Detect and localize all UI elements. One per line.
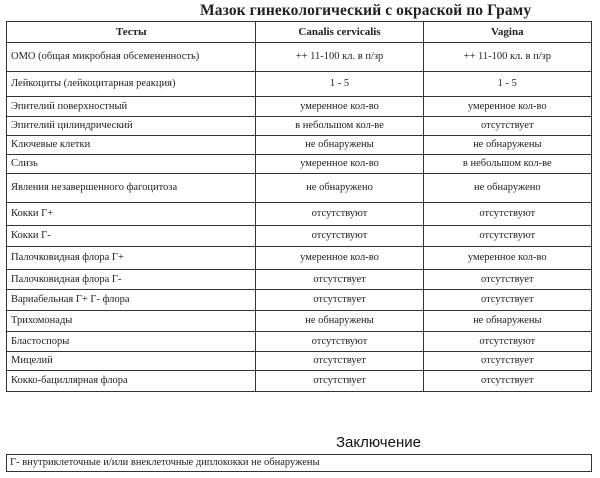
table-row [7, 43, 592, 72]
table-row [7, 270, 592, 290]
test-name: Кокки Г+ [7, 203, 256, 226]
cervicalis-value: отсутствуют [256, 226, 423, 247]
test-name: Ключевые клетки [7, 136, 256, 155]
cervicalis-value: в небольшом кол-ве [256, 117, 423, 136]
vagina-value: не обнаружены [423, 136, 591, 155]
vagina-value: в небольшом кол-ве [423, 155, 591, 174]
table-row [7, 352, 592, 371]
table-row [7, 290, 592, 311]
cervicalis-value: умеренное кол-во [256, 247, 423, 270]
table-row [7, 174, 592, 203]
table-row [7, 332, 592, 352]
header-canalis-cervicalis: Canalis cervicalis [256, 22, 423, 43]
test-name: Вариабельная Г+ Г- флора [7, 290, 256, 311]
vagina-value: не обнаружены [423, 311, 591, 332]
table-row [7, 72, 592, 97]
cervicalis-value: не обнаружены [256, 136, 423, 155]
cervicalis-value: отсутствует [256, 270, 423, 290]
test-name: Палочковидная флора Г- [7, 270, 256, 290]
test-name: Палочковидная флора Г+ [7, 247, 256, 270]
vagina-value: 1 - 5 [423, 72, 591, 97]
test-name: Эпителий поверхностный [7, 97, 256, 117]
table-row [7, 117, 592, 136]
test-name: Лейкоциты (лейкоцитарная реакция) [7, 72, 256, 97]
table-row [7, 155, 592, 174]
cervicalis-value: отсутствуют [256, 203, 423, 226]
vagina-value: отсутствует [423, 352, 591, 371]
test-name: Явления незавершенного фагоцитоза [7, 174, 256, 203]
conclusion-text: Г- внутриклеточные и/или внеклеточные диплококки не обнаружены [6, 454, 592, 472]
table-header-row [7, 22, 592, 43]
table-row [7, 136, 592, 155]
cervicalis-value: 1 - 5 [256, 72, 423, 97]
smear-results-table [6, 21, 592, 392]
table-row [7, 203, 592, 226]
test-name: Кокки Г- [7, 226, 256, 247]
test-name: Кокко-бациллярная флора [7, 371, 256, 392]
table-row [7, 311, 592, 332]
conclusion-heading: Заключение [336, 434, 421, 451]
vagina-value: отсутствуют [423, 203, 591, 226]
table-row [7, 97, 592, 117]
test-name: Эпителий цилиндрический [7, 117, 256, 136]
test-name: Бластоспоры [7, 332, 256, 352]
test-name: Мицелий [7, 352, 256, 371]
test-name: ОМО (общая микробная обсемененность) [7, 43, 256, 72]
vagina-value: отсутствует [423, 371, 591, 392]
cervicalis-value: отсутствует [256, 290, 423, 311]
vagina-value: ++ 11-100 кл. в п/зр [423, 43, 591, 72]
vagina-value: отсутствует [423, 270, 591, 290]
cervicalis-value: умеренное кол-во [256, 97, 423, 117]
cervicalis-value: отсутствуют [256, 332, 423, 352]
cervicalis-value: ++ 11-100 кл. в п/зр [256, 43, 423, 72]
header-tests: Тесты [7, 22, 256, 43]
header-vagina: Vagina [423, 22, 591, 43]
vagina-value: отсутствует [423, 117, 591, 136]
cervicalis-value: умеренное кол-во [256, 155, 423, 174]
vagina-value: отсутствует [423, 290, 591, 311]
table-row [7, 247, 592, 270]
vagina-value: отсутствуют [423, 332, 591, 352]
test-name: Трихомонады [7, 311, 256, 332]
table-row [7, 371, 592, 392]
vagina-value: не обнаружено [423, 174, 591, 203]
test-name: Слизь [7, 155, 256, 174]
vagina-value: отсутствуют [423, 226, 591, 247]
cervicalis-value: отсутствует [256, 352, 423, 371]
cervicalis-value: не обнаружены [256, 311, 423, 332]
cervicalis-value: отсутствует [256, 371, 423, 392]
vagina-value: умеренное кол-во [423, 247, 591, 270]
vagina-value: умеренное кол-во [423, 97, 591, 117]
cervicalis-value: не обнаружено [256, 174, 423, 203]
document-title: Мазок гинекологический с окраской по Граму [200, 2, 532, 19]
table-row [7, 226, 592, 247]
